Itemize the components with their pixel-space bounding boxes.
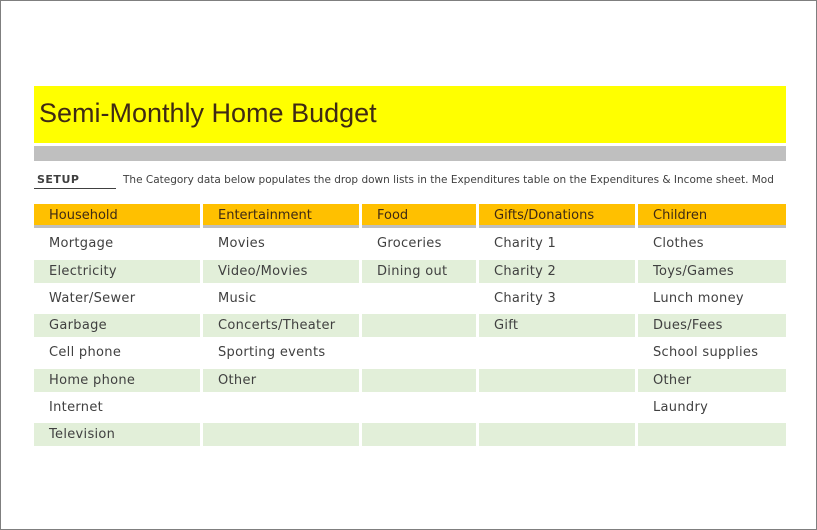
table-cell[interactable]: Gift <box>479 314 635 337</box>
table-cell[interactable] <box>479 396 635 419</box>
table-cell[interactable] <box>362 314 476 337</box>
table-cell[interactable]: Electricity <box>34 260 200 283</box>
table-cell[interactable]: Garbage <box>34 314 200 337</box>
table-cell[interactable]: Toys/Games <box>638 260 786 283</box>
title-band <box>34 86 786 143</box>
column-entertainment <box>203 204 359 446</box>
setup-label: SETUP <box>37 173 80 186</box>
column-header-household[interactable]: Household <box>34 204 200 228</box>
table-cell[interactable]: Water/Sewer <box>49 290 136 306</box>
column-header-gifts-donations[interactable]: Gifts/Donations <box>479 204 635 228</box>
table-cell[interactable]: Charity 3 <box>494 290 557 306</box>
table-cell[interactable] <box>203 423 359 446</box>
table-cell[interactable]: Music <box>218 290 257 306</box>
table-cell[interactable] <box>479 341 635 364</box>
column-food <box>362 204 476 446</box>
table-cell[interactable]: School supplies <box>653 345 759 361</box>
column-header-children[interactable]: Children <box>638 204 786 228</box>
setup-row <box>34 171 786 191</box>
table-cell[interactable]: Television <box>34 423 200 446</box>
table-cell[interactable]: Video/Movies <box>203 260 359 283</box>
table-cell[interactable]: Other <box>638 369 786 392</box>
table-cell[interactable] <box>362 369 476 392</box>
table-cell[interactable]: Dining out <box>362 260 476 283</box>
table-cell[interactable] <box>479 423 635 446</box>
table-cell[interactable]: Movies <box>218 236 266 252</box>
table-cell[interactable]: Home phone <box>34 369 200 392</box>
table-cell[interactable] <box>638 423 786 446</box>
table-cell[interactable]: Internet <box>49 400 104 416</box>
table-cell[interactable]: Charity 1 <box>494 236 557 252</box>
table-cell[interactable]: Other <box>203 369 359 392</box>
table-cell[interactable] <box>203 396 359 419</box>
column-children <box>638 204 786 446</box>
setup-underline <box>34 188 116 189</box>
divider-bar <box>34 146 786 161</box>
table-cell[interactable]: Groceries <box>377 236 442 252</box>
table-cell[interactable] <box>362 396 476 419</box>
column-household <box>34 204 200 446</box>
column-gifts-donations <box>479 204 635 446</box>
table-cell[interactable]: Cell phone <box>49 345 122 361</box>
table-cell[interactable]: Mortgage <box>49 236 114 252</box>
table-cell[interactable]: Clothes <box>653 236 704 252</box>
table-cell[interactable] <box>362 287 476 310</box>
column-header-food[interactable]: Food <box>362 204 476 228</box>
table-cell[interactable]: Laundry <box>653 400 709 416</box>
table-cell[interactable]: Lunch money <box>653 290 744 306</box>
table-cell[interactable] <box>362 341 476 364</box>
setup-description: The Category data below populates the drop down lists in the Expenditures table on the Expenditures & Income sheet. Mod <box>123 174 774 186</box>
table-cell[interactable]: Dues/Fees <box>638 314 786 337</box>
table-cell[interactable] <box>479 369 635 392</box>
table-cell[interactable]: Charity 2 <box>479 260 635 283</box>
table-cell[interactable] <box>362 423 476 446</box>
page-title: Semi-Monthly Home Budget <box>39 98 377 128</box>
column-header-entertainment[interactable]: Entertainment <box>203 204 359 228</box>
table-cell[interactable]: Concerts/Theater <box>203 314 359 337</box>
table-cell[interactable]: Sporting events <box>218 345 326 361</box>
